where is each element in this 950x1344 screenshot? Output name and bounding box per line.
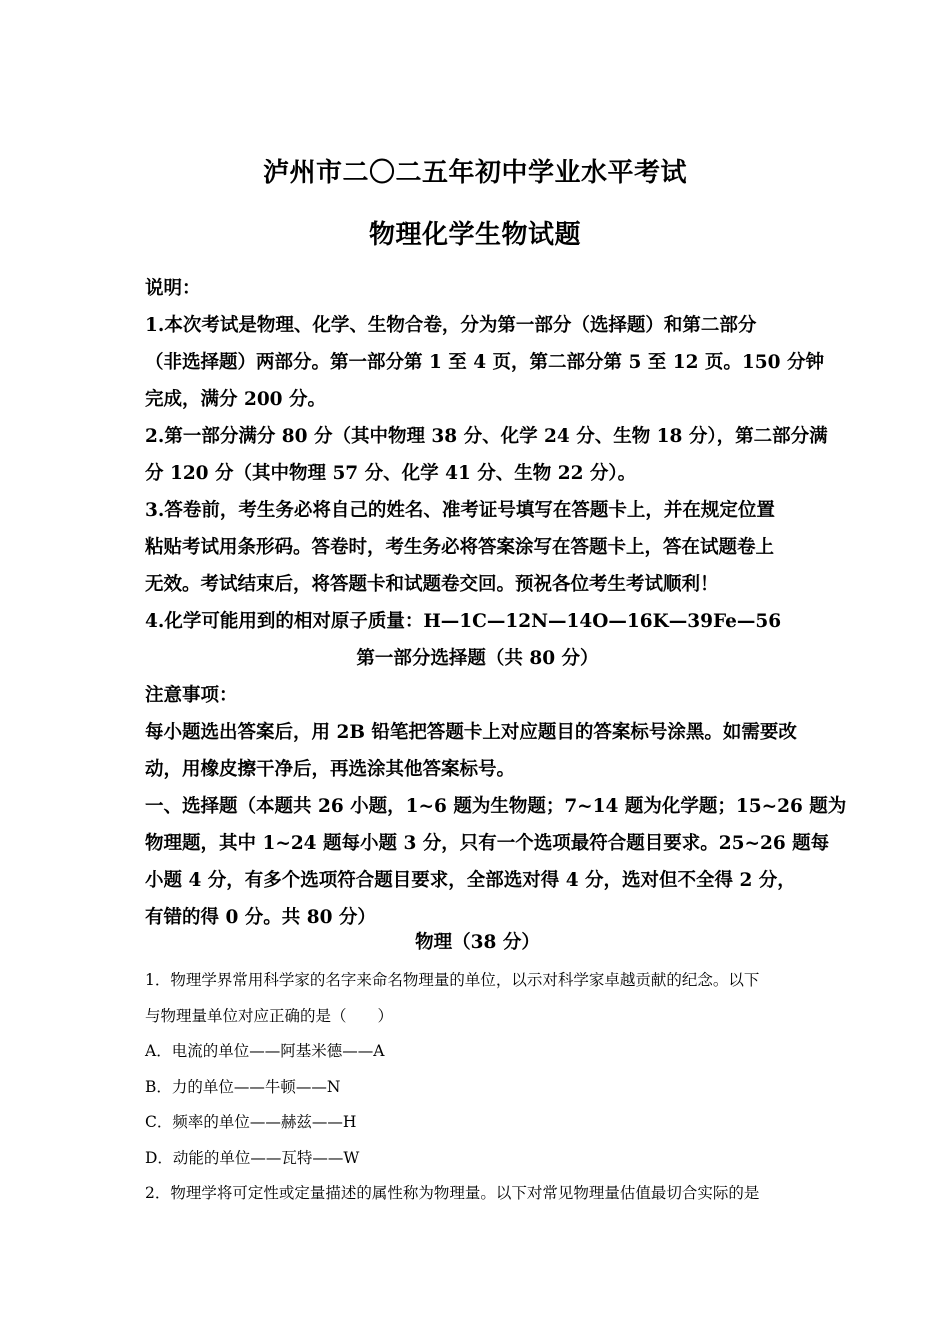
question-1-stem: 1．物理学界常用科学家的名字来命名物理量的单位，以示对科学家卓越贡献的纪念。以下: [145, 971, 760, 989]
option-d: D．动能的单位——瓦特——W: [145, 1148, 360, 1167]
option-c: C．频率的单位——赫兹——H: [145, 1113, 357, 1131]
notes-line: 动，用橡皮擦干净后，再选涂其他答案标号。: [145, 759, 516, 780]
instruction-line: 4.化学可能用到的相对原子质量：H—1C—12N—14O—16K—39Fe—56: [145, 611, 782, 632]
question-2-stem: 2．物理学将可定性或定量描述的属性称为物理量。以下对常见物理量估值最切合实际的是: [145, 1184, 760, 1202]
exam-title: 泸州市二〇二五年初中学业水平考试: [262, 158, 687, 188]
instruction-line: 2.第一部分满分 80 分（其中物理 38 分、化学 24 分、生物 18 分），第二部分满: [145, 426, 828, 447]
section-line: 有错的得 0 分。共 80 分）: [145, 907, 376, 928]
instruction-line: 3.答卷前，考生务必将自己的姓名、准考证号填写在答题卡上，并在规定位置: [145, 500, 775, 521]
section-line: 一、选择题（本题共 26 小题，1~6 题为生物题；7~14 题为化学题；15~26 题为: [145, 796, 847, 817]
option-b: B．力的单位——牛顿——N: [145, 1077, 341, 1096]
notes-line: 每小题选出答案后，用 2B 铅笔把答题卡上对应题目的答案标号涂黑。如需要改: [145, 722, 797, 743]
instruction-line: 1.本次考试是物理、化学、生物合卷，分为第一部分（选择题）和第二部分: [145, 315, 757, 336]
notes-heading: 注意事项：: [145, 685, 238, 706]
instruction-line: 完成，满分 200 分。: [145, 389, 326, 410]
question-1-stem: 与物理量单位对应正确的是（ ）: [145, 1006, 394, 1025]
physics-heading: 物理（38 分）: [415, 932, 540, 953]
instruction-line: 粘贴考试用条形码。答卷时，考生务必将答案涂写在答题卡上，答在试题卷上: [145, 537, 775, 558]
instructions-heading: 说明：: [145, 278, 201, 299]
instructions-block: [145, 270, 847, 936]
section-line: 物理题，其中 1~24 题每小题 3 分，只有一个选项最符合题目要求。25~26 题每: [145, 833, 830, 854]
section-line: 小题 4 分，有多个选项符合题目要求，全部选对得 4 分，选对但不全得 2 分，: [145, 870, 796, 891]
instruction-line: 分 120 分（其中物理 57 分、化学 41 分、生物 22 分）。: [145, 463, 637, 484]
instruction-line: （非选择题）两部分。第一部分第 1 至 4 页，第二部分第 5 至 12 页。150 分钟: [145, 352, 824, 373]
exam-subtitle: 物理化学生物试题: [368, 220, 581, 250]
physics-questions: [145, 963, 810, 1212]
part1-heading: 第一部分选择题（共 80 分）: [356, 648, 599, 669]
instruction-line: 无效。考试结束后，将答题卡和试题卷交回。预祝各位考生考试顺利！: [145, 574, 719, 595]
option-a: A．电流的单位——阿基米德——A: [145, 1042, 385, 1060]
